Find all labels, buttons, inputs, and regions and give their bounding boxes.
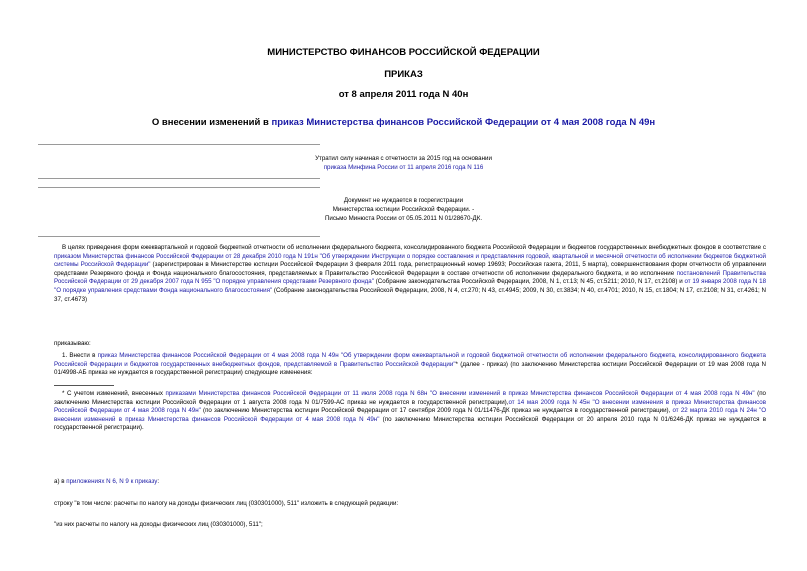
preamble-text: (зарегистрирован в Министерстве юстиции Российской Федерации 3 февраля 2011 года, регистрационный номер 19693; Российская газета, 2011, 5 марта), совершенствования форм отчетности об управлении средствами Резервного фонда и Фонда национального благосостояния, представляемых в Правительство Российской Федерации в составе отчетности об исполнении федерального бюджета, и во исполнение (54, 261, 766, 277)
footnote-text: (по заключению Министерства юстиции Российской Федерации от 17 сентября 2009 года N 01/11476-ДК приказ не нуждается в государственной регистрации), (200, 407, 673, 415)
item-a-line-new-text: "из них расчеты по налогу на доходы физических лиц (030301000), 511"; (54, 521, 263, 528)
amendments-link-order-49n[interactable]: приказ Министерства финансов Российской Федерации от 4 мая 2008 года N 49н "Об утверждении форм ежеквартальной и годовой бюджетной отчетности об исполнении федерального бюджета, консолидированного бюджета Российской Федерации и бюджетов государственных внебюджетных фондов, представляемой в Правительство Российской Федерации" (54, 352, 767, 368)
preamble-text: В целях приведения форм ежеквартальной и годовой бюджетной отчетности об исполнении федерального бюджета, консолидированного бюджета Российской Федерации и бюджетов государственных внебюджетных фондов в соответствие с (62, 244, 766, 251)
document-title-prefix: О внесении изменений в (151, 117, 272, 128)
item-a-line-instruction: строку "в том числе: расчеты по налогу на доходы физических лиц (030301000), 511" изложить в следующей редакции: (54, 500, 399, 507)
preamble-link-resolution-18[interactable]: от 19 января 2008 года N 18 "О порядке управления средствами Фонда национального благосостояния" (54, 278, 767, 294)
divider (38, 236, 320, 237)
divider (38, 144, 320, 145)
ministry-heading: МИНИСТЕРСТВО ФИНАНСОВ РОССИЙСКОЙ ФЕДЕРАЦИИ (267, 47, 540, 58)
registration-notice-line1: Документ не нуждается в госрегистрации (343, 197, 464, 204)
preamble-link-resolution-955[interactable]: постановлений Правительства Российской Федерации от 29 декабря 2007 года N 955 "О порядке управления средствами Резервного фонда" (54, 269, 766, 286)
paragraph-amendments (54, 352, 766, 378)
footnote-text: (по заключению Министерства юстиции Российской Федерации от 20 апреля 2010 года N 01/6246-ДК приказ не нуждается в государственной регистрации). (54, 415, 767, 432)
divider (38, 178, 320, 179)
amendments-text: * (далее - приказ) (по заключению Министерства юстиции Российской Федерации от 19 мая 2008 года N 01/4998-АБ приказ не нуждается в государственной регистрации) следующие изменения: (54, 360, 766, 377)
divider (38, 187, 320, 188)
item-a-suffix: : (157, 478, 160, 485)
footnote-link-order-24n[interactable]: от 22 марта 2010 года N 24н "О внесении изменений в приказ Министерства финансов Российской Федерации от 4 мая 2008 года N 49н" (54, 407, 767, 423)
repeal-notice-link[interactable]: приказа Минфина России от 11 апреля 2016 года N 116 (323, 164, 484, 171)
item-a (54, 478, 766, 487)
order-word: приказываю: (54, 340, 91, 347)
doc-type-heading: ПРИКАЗ (384, 69, 423, 80)
preamble-text: (Собрание законодательства Российской Федерации, 2008, N 1, ст.13; N 45, ст.5211; 2010, N 17, ст.2108) и (373, 278, 685, 286)
document-title (0, 117, 807, 128)
item-a-link-appendices[interactable]: приложениях N 6, N 9 к приказу (66, 478, 158, 485)
registration-notice-line2: Министерства юстиции Российской Федерации. - (332, 206, 475, 213)
amendments-text: 1. Внести в (62, 352, 98, 359)
preamble-link-order-191n[interactable]: приказом Министерства финансов Российской Федерации от 28 декабря 2010 года N 191н "Об утверждении Инструкции о порядке составления и представления годовой, квартальной и месячной отчетности об исполнении бюджетов бюджетной системы Российской Федерации" (54, 252, 766, 269)
registration-notice-line3: Письмо Минюста России от 05.05.2011 N 01/28670-ДК. (324, 215, 483, 222)
preamble-text: (Собрание законодательства Российской Федерации, 2008, N 4, ст.270; N 43, ст.4945; 2009, N 30, ст.3834; N 40, ст.4701; 2010, N 15, ст.1804; N 17, ст.2108; N 31, ст.4261; N 37, ст.4673) (54, 286, 766, 303)
footnote-text: (по заключению Министерства юстиции Российской Федерации от 1 августа 2008 года N 01/7599-АС приказ не нуждается в государственной регистрации), (54, 390, 766, 406)
footnote-link-order-45n[interactable]: от 14 мая 2009 года N 45н "О внесении изменения в приказ Министерства финансов Российской Федерации от 4 мая 2008 года N 49н" (54, 398, 766, 415)
document-title-link[interactable]: приказ Министерства финансов Российской Федерации от 4 мая 2008 года N 49н (271, 117, 656, 128)
item-a-prefix: а) в (54, 478, 67, 485)
repeal-notice-text: Утратил силу начиная с отчетности за 2015 год на основании (315, 155, 492, 162)
footnote (54, 390, 766, 433)
date-number-heading: от 8 апреля 2011 года N 40н (338, 89, 469, 100)
footnote-link-order-68n[interactable]: приказами Министерства финансов Российской Федерации от 11 июля 2008 года N 68н "О внесении изменений в приказ Министерства финансов Российской Федерации от 4 мая 2008 года N 49н" (165, 390, 755, 397)
footnote-text: * С учетом изменений, внесенных (62, 390, 166, 397)
paragraph-preamble (54, 244, 766, 304)
footnote-divider (54, 385, 114, 386)
